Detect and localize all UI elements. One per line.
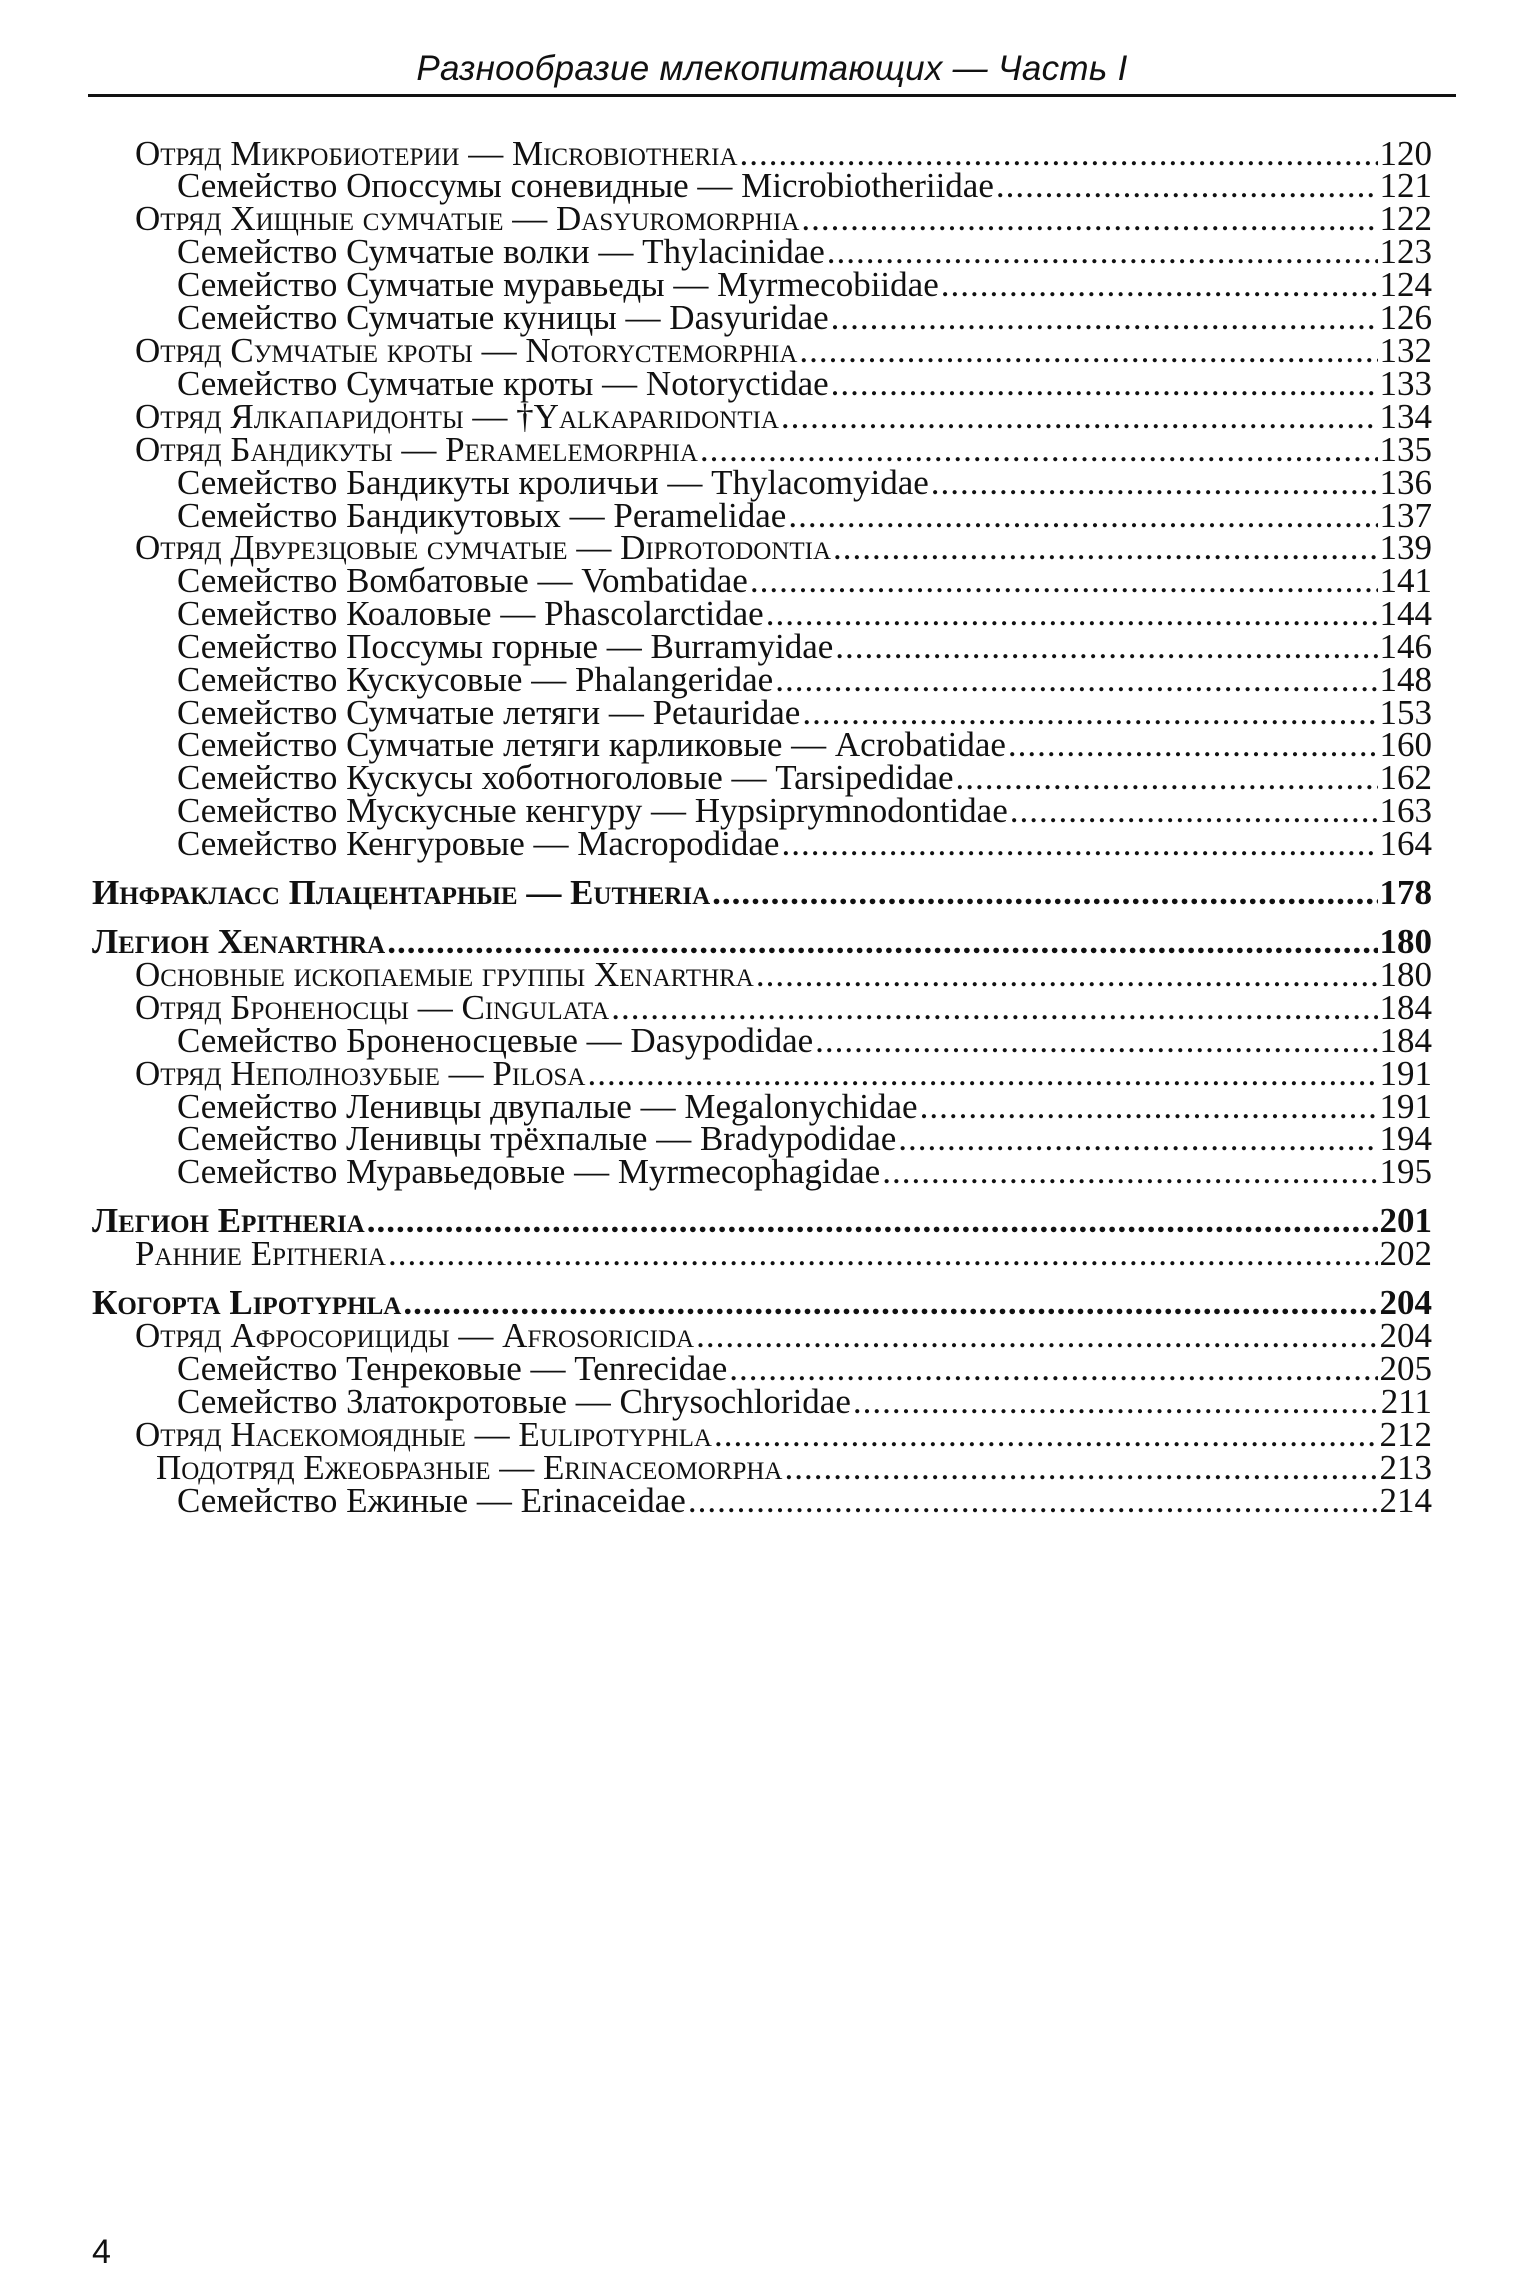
toc-entry-page: 134 [1379, 397, 1432, 436]
toc-entry-page: 184 [1379, 988, 1432, 1027]
toc-entry-title: Семейство Броненосцевые — Dasypodidae [177, 1021, 814, 1060]
toc-entry-page: 214 [1379, 1481, 1432, 1520]
header-rule [88, 94, 1456, 97]
toc-entry-title: Отряд Броненосцы — Cingulata [135, 988, 610, 1027]
toc-entry-page: 204 [1379, 1283, 1432, 1322]
toc-entry-title: Легион Epitheria [92, 1201, 365, 1240]
toc-entry-title: Легион Xenarthra [92, 922, 386, 961]
dot-leader [688, 1478, 1378, 1524]
toc-entry-title: Семейство Бандикуты кроличьи — Thylacomyidae [177, 463, 929, 502]
toc-entry-page: 123 [1379, 232, 1432, 271]
toc-entry-page: 148 [1379, 660, 1432, 699]
toc-entry-title: Отряд Бандикуты — Peramelemorphia [135, 430, 698, 469]
toc-entry [92, 870, 1432, 916]
toc-entry-page: 163 [1379, 791, 1432, 830]
toc-entry-page: 120 [1379, 134, 1432, 173]
toc-entry-page: 126 [1379, 298, 1432, 337]
toc-entry-title: Ранние Epitheria [135, 1234, 386, 1273]
toc-entry-page: 139 [1379, 528, 1432, 567]
toc-entry-page: 141 [1379, 561, 1432, 600]
toc-entry-title: Семейство Муравьедовые — Myrmecophagidae [177, 1152, 881, 1191]
toc-entry-page: 135 [1379, 430, 1432, 469]
toc-entry-title: Основные ископаемые группы Xenarthra [135, 955, 754, 994]
toc-entry-title: Семейство Сумчатые кроты — Notoryctidae [177, 364, 829, 403]
toc-entry-page: 194 [1379, 1119, 1432, 1158]
toc-entry-title: Семейство Бандикутовых — Peramelidae [177, 496, 787, 535]
toc-entry-title: Отряд Неполнозубые — Pilosa [135, 1054, 586, 1093]
toc-entry-page: 195 [1379, 1152, 1432, 1191]
toc-entry-page: 178 [1379, 873, 1432, 912]
toc-entry-page: 184 [1379, 1021, 1432, 1060]
toc-entry-title: Когорта Lipotyphla [92, 1283, 402, 1322]
toc-entry-page: 124 [1379, 265, 1432, 304]
toc-entry-page: 137 [1379, 496, 1432, 535]
toc-entry-page: 191 [1379, 1054, 1432, 1093]
toc-entry-page: 133 [1379, 364, 1432, 403]
toc-entry-page: 213 [1379, 1448, 1432, 1487]
dot-leader [712, 870, 1377, 916]
toc-entry-title: Отряд Ялкапаридонты — †Yalkaparidontia [135, 397, 779, 436]
toc-entry [177, 1149, 1432, 1195]
toc-entry-page: 164 [1379, 824, 1432, 863]
toc-entry-title: Семейство Сумчатые летяги — Petauridae [177, 693, 801, 732]
toc-entry-page: 204 [1379, 1316, 1432, 1355]
toc-entry-title: Инфракласс Плацентарные — Eutheria [92, 873, 711, 912]
toc-entry-title: Семейство Кускусовые — Phalangeridae [177, 660, 774, 699]
toc-entry [177, 821, 1432, 867]
toc-entry-page: 162 [1379, 758, 1432, 797]
toc-entry-title: Отряд Насекомоядные — Eulipotyphla [135, 1415, 712, 1454]
toc-entry-title: Семейство Ежиные — Erinaceidae [177, 1481, 686, 1520]
toc-entry-page: 136 [1379, 463, 1432, 502]
toc-entry-title: Отряд Микробиотерии — Microbiotheria [135, 134, 738, 173]
toc-entry-title: Семейство Коаловые — Phascolarctidae [177, 594, 764, 633]
toc-entry-page: 205 [1379, 1349, 1432, 1388]
toc-entry [135, 1231, 1432, 1277]
toc-entry-title: Семейство Ленивцы двупалые — Megalonychidae [177, 1087, 918, 1126]
toc-entry-title: Семейство Кенгуровые — Macropodidae [177, 824, 780, 863]
toc-entry-page: 153 [1379, 693, 1432, 732]
toc-entry-page: 180 [1379, 922, 1432, 961]
dot-leader [388, 1231, 1378, 1277]
toc-entry-title: Семейство Ленивцы трёхпалые — Bradypodidae [177, 1119, 897, 1158]
toc-entry-title: Семейство Сумчатые куницы — Dasyuridae [177, 298, 829, 337]
toc-entry-page: 180 [1379, 955, 1432, 994]
toc-entry-page: 160 [1379, 725, 1432, 764]
toc-entry-title: Семейство Кускусы хоботноголовые — Tarsipedidae [177, 758, 954, 797]
toc-entry-page: 132 [1379, 331, 1432, 370]
running-header: Разнообразие млекопитающих — Часть I [416, 49, 1128, 88]
toc-entry-title: Отряд Хищные сумчатые — Dasyuromorphia [135, 199, 800, 238]
toc-entry-page: 121 [1379, 166, 1432, 205]
toc-entry-page: 191 [1379, 1087, 1432, 1126]
toc-entry-title: Семейство Поссумы горные — Burramyidae [177, 627, 834, 666]
toc-entry-page: 201 [1379, 1201, 1432, 1240]
toc-entry-title: Семейство Сумчатые муравьеды — Myrmecobiidae [177, 265, 939, 304]
toc-entry-page: 212 [1379, 1415, 1432, 1454]
toc-entry-title: Семейство Опоссумы соневидные — Microbiotheriidae [177, 166, 994, 205]
toc-entry-page: 211 [1380, 1382, 1432, 1421]
toc-entry-title: Семейство Тенрековые — Tenrecidae [177, 1349, 728, 1388]
toc-entry-page: 202 [1379, 1234, 1432, 1273]
toc-entry-page: 122 [1379, 199, 1432, 238]
toc-entry-title: Отряд Афросорициды — Afrosoricida [135, 1316, 695, 1355]
toc-entry-title: Семейство Златокротовые — Chrysochloridae [177, 1382, 851, 1421]
toc-entry-title: Отряд Двурезцовые сумчатые — Diprotodontia [135, 528, 832, 567]
toc-entry-title: Семейство Мускусные кенгуру — Hypsiprymnodontidae [177, 791, 1008, 830]
toc-entry-page: 146 [1379, 627, 1432, 666]
toc-entry-title: Семейство Сумчатые волки — Thylacinidae [177, 232, 825, 271]
dot-leader [882, 1149, 1377, 1195]
toc-entry [177, 1478, 1432, 1524]
toc-entry-title: Семейство Вомбатовые — Vombatidae [177, 561, 748, 600]
page-number: 4 [92, 2233, 111, 2271]
toc-entry-title: Отряд Сумчатые кроты — Notoryctemorphia [135, 331, 798, 370]
dot-leader [781, 821, 1377, 867]
toc-entry-page: 144 [1379, 594, 1432, 633]
toc-entry-title: Семейство Сумчатые летяги карликовые — Acrobatidae [177, 725, 1006, 764]
toc-entry-title: Подотряд Ежеобразные — Erinaceomorpha [156, 1448, 783, 1487]
